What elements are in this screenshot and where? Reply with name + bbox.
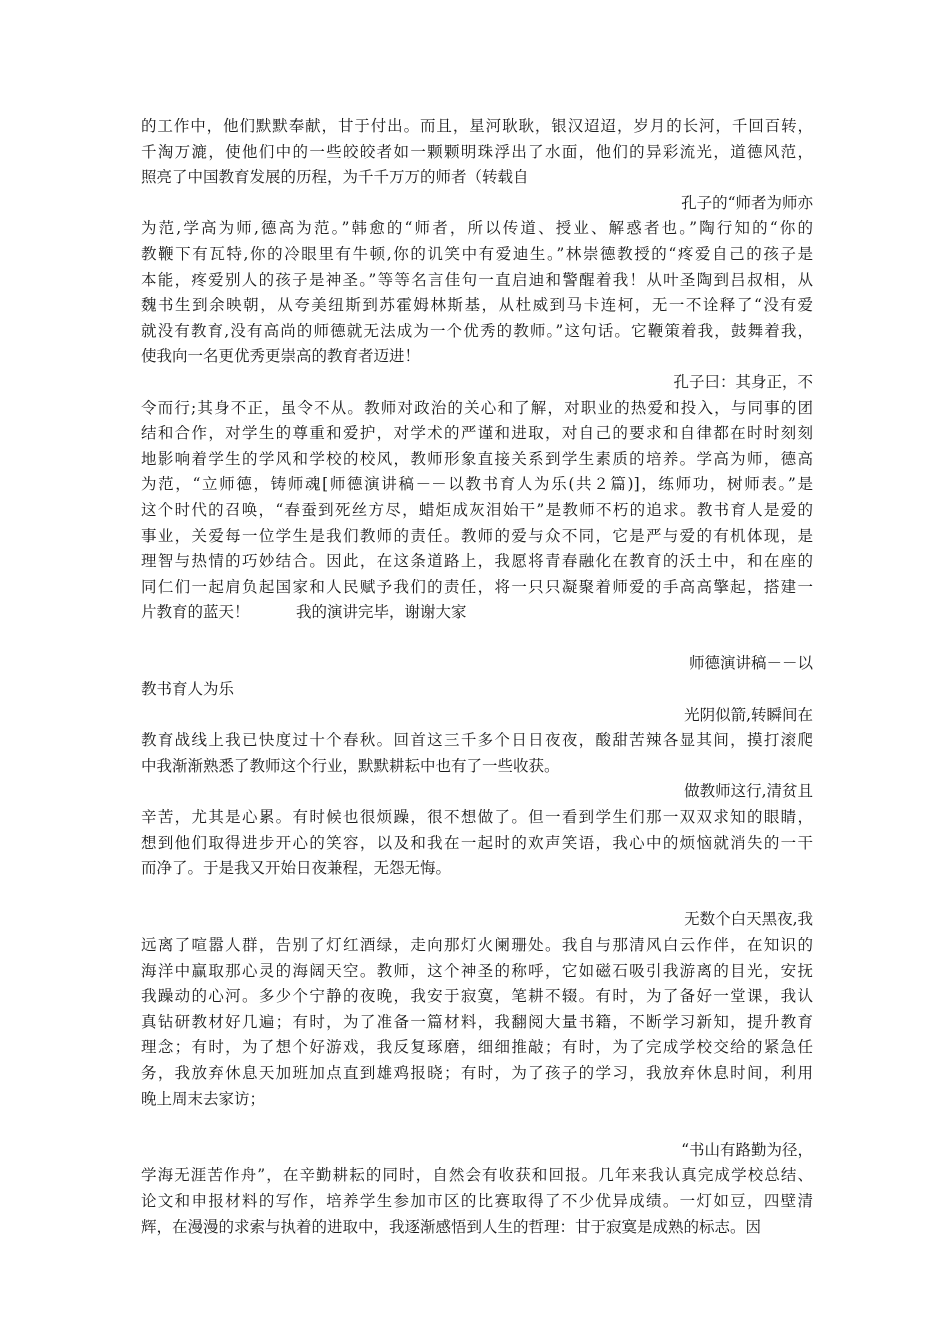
- text-line: 就没有教育,没有高尚的师德就无法成为一个优秀的教师。”这句话。它鞭策着我，鼓舞着我，: [141, 321, 813, 340]
- paragraph-gap: [141, 882, 813, 908]
- paragraph-opening-line: 做教师这行,清贫且: [684, 782, 813, 801]
- text-line: 辛苦，尤其是心累。有时候也很烦躁，很不想做了。但一看到学生们那一双双求知的眼睛，: [141, 808, 813, 827]
- paragraph: [141, 728, 813, 779]
- paragraph: [141, 1163, 813, 1240]
- text-line: 同仁们一起肩负起国家和人民赋予我们的责任，将一只只凝聚着师爱的手高高擎起，搭建一: [141, 577, 813, 596]
- text-line: 这个时代的召唤，“春蚕到死丝方尽，蜡炬成灰泪始干”是教师不朽的追求。教书育人是爱的: [141, 500, 813, 519]
- paragraph: [141, 114, 813, 191]
- text-line: 千淘万漉，使他们中的一些皎皎者如一颗颗明珠浮出了水面，他们的异彩流光，道德风范，: [141, 142, 813, 161]
- paragraph-opening-line: 孔子曰：其身正，不: [673, 372, 813, 391]
- text-line: 晚上周末去家访；: [141, 1089, 266, 1108]
- text-line: 片教育的蓝天！ 我的演讲完毕，谢谢大家: [141, 603, 467, 622]
- text-line: 的工作中，他们默默奉献，甘于付出。而且，星河耿耿，银汉迢迢，岁月的长河，千回百转，: [141, 117, 813, 135]
- text-line: 令而行;其身不正，虽令不从。教师对政治的关心和了解，对职业的热爱和投入，与同事的团: [141, 398, 813, 417]
- paragraph-opening-line: 光阴似箭,转瞬间在: [684, 705, 813, 724]
- paragraph-opening-line: 无数个白天黑夜,我: [684, 910, 813, 929]
- text-line: 论文和申报材料的写作，培养学生参加市区的比赛取得了不少优异成绩。一灯如豆，四壁清: [141, 1191, 813, 1210]
- text-line: 为范，“立师德，铸师魂[师德演讲稿－－以教书育人为乐(共２篇)]，练师功，树师表。”是: [141, 475, 813, 494]
- text-line: 辉，在漫漫的求索与执着的进取中，我逐渐感悟到人生的哲理：甘于寂寞是成熟的标志。因: [141, 1217, 762, 1236]
- paragraph-opening-line: “书山有路勤为径，: [681, 1140, 813, 1159]
- text-line: 中我渐渐熟悉了教师这个行业，默默耕耘中也有了一些收获。: [141, 756, 560, 775]
- text-line: 而净了。于是我又开始日夜兼程，无怨无悔。: [141, 859, 452, 878]
- paragraph: [141, 805, 813, 882]
- text-line: 本能，疼爱别人的孩子是神圣。”等等名言佳句一直启迪和警醒着我！从叶圣陶到吕叔相，从: [141, 270, 813, 289]
- paragraph: [141, 677, 813, 703]
- text-line: 使我向一名更优秀更崇高的教育者迈进！: [141, 347, 421, 366]
- text-line: 魏书生到余映朝，从夸美纽斯到苏霍姆林斯基，从杜威到马卡连柯，无一不诠释了“没有爱: [141, 296, 813, 315]
- paragraph: [141, 216, 813, 370]
- text-line: 理念；有时，为了想个好游戏，我反复琢磨，细细推敲；有时，为了完成学校交给的紧急任: [141, 1038, 813, 1057]
- text-line: 照亮了中国教育发展的历程，为千千万万的师者（转载自: [141, 168, 529, 187]
- text-line: 想到他们取得进步开心的笑容，以及和我在一起时的欢声笑语，我心中的烦恼就消失的一干: [141, 833, 813, 852]
- text-line: 教育战线上我已快度过十个春秋。回首这三千多个日日夜夜，酸甜苦辣各显其间，摸打滚爬: [141, 731, 813, 750]
- text-line: 远离了喧嚣人群，告别了灯红酒绿，走向那灯火阑珊处。我自与那清风白云作伴，在知识的: [141, 936, 813, 954]
- text-line: 理智与热情的巧妙结合。因此，在这条道路上，我愿将青春融化在教育的沃土中，和在座的: [141, 552, 813, 571]
- document-page: [141, 114, 813, 1240]
- text-line: 学海无涯苦作舟”，在辛勤耕耘的同时，自然会有收获和回报。几年来我认真完成学校总结、: [141, 1166, 813, 1185]
- paragraph-gap: [141, 1112, 813, 1138]
- text-line: 为范,学高为师,德高为范。”韩愈的“师者，所以传道、授业、解惑者也。”陶行知的“你的: [141, 219, 813, 238]
- text-line: 我躁动的心河。多少个宁静的夜晚，我安于寂寞，笔耕不辍。有时，为了备好一堂课，我认: [141, 987, 813, 1006]
- paragraph-gap: [141, 626, 813, 652]
- text-line: 真钻研教材好几遍；有时，为了准备一篇材料，我翻阅大量书籍，不断学习新知，提升教育: [141, 1012, 813, 1031]
- text-line: 结和合作，对学生的尊重和爱护，对学术的严谨和进取，对自己的要求和自律都在时时刻刻: [141, 424, 813, 443]
- paragraph-opening-line: 孔子的“师者为师亦: [681, 193, 813, 212]
- text-line: 地影响着学生的学风和学校的校风，教师形象直接关系到学生素质的培养。学高为师，德高: [141, 449, 813, 468]
- text-line: 教书育人为乐: [141, 680, 235, 699]
- text-line: 教鞭下有瓦特,你的冷眼里有牛顿,你的讥笑中有爱迪生。”林崇德教授的“疼爱自己的孩子是: [141, 244, 813, 263]
- text-line: 事业，关爱每一位学生是我们教师的责任。教师的爱与众不同，它是严与爱的有机体现，是: [141, 526, 813, 545]
- text-line: 海洋中赢取那心灵的海阔天空。教师，这个神圣的称呼，它如磁石吸引我游离的目光，安抚: [141, 961, 813, 980]
- paragraph: [141, 396, 813, 626]
- paragraph-opening-line: 师德演讲稿－－以: [688, 654, 813, 673]
- paragraph: [141, 933, 813, 1112]
- text-line: 务，我放弃休息天加班加点直到雄鸡报晓；有时，为了孩子的学习，我放弃休息时间，利用: [141, 1063, 813, 1082]
